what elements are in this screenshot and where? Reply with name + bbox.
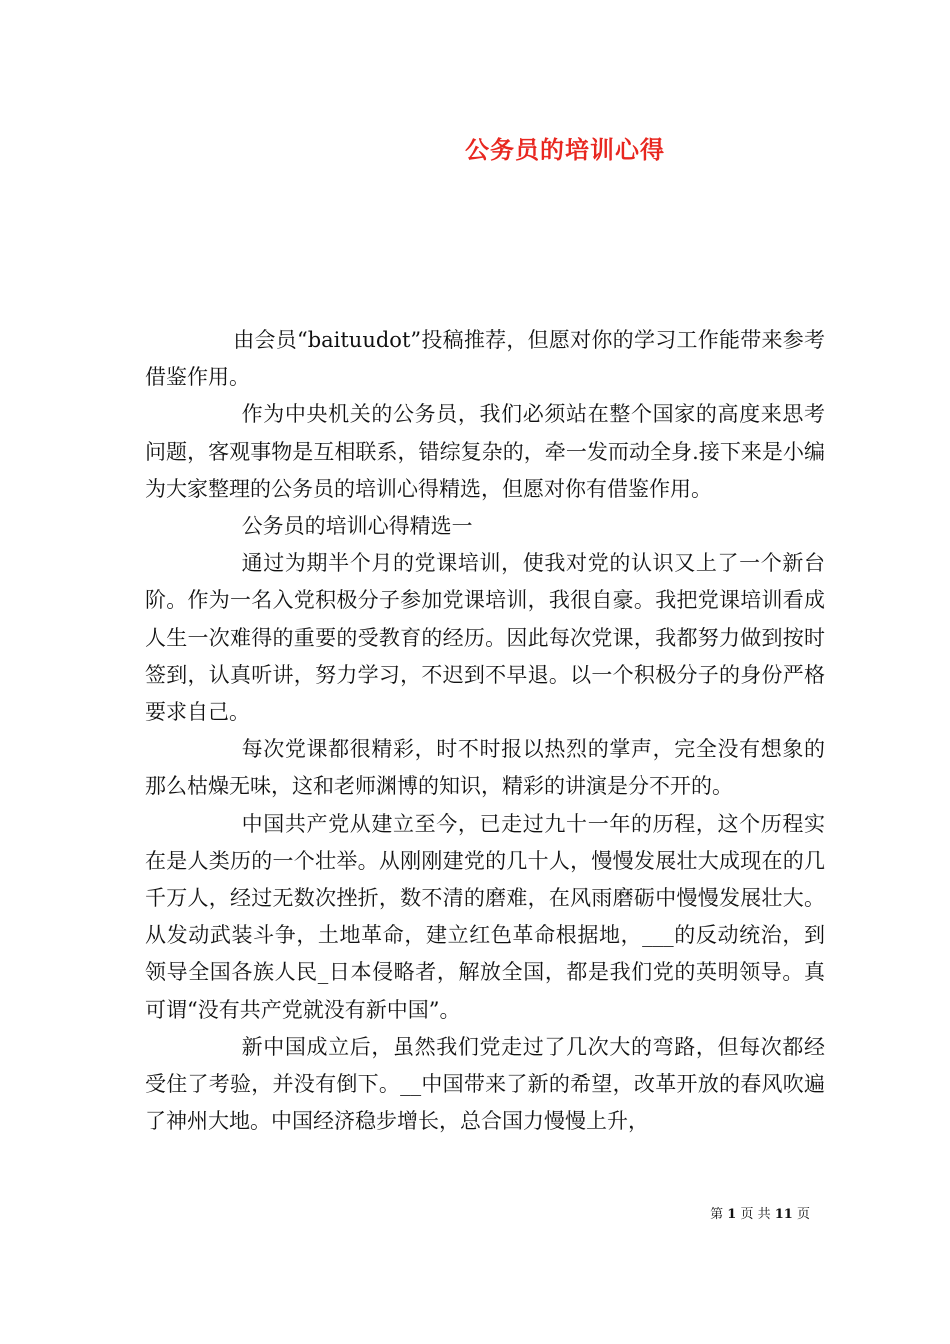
body-paragraph: 作为中央机关的公务员，我们必须站在整个国家的高度来思考问题，客观事物是互相联系，错综复杂的，牵一发而动全身.接下来是小编为大家整理的公务员的培训心得精选，但愿对你有借鉴作用。 — [145, 402, 825, 501]
body-paragraph: 每次党课都很精彩，时不时报以热烈的掌声，完全没有想象的那么枯燥无味，这和老师渊博的知识，精彩的讲演是分不开的。 — [145, 737, 825, 799]
body-paragraph: 通过为期半个月的党课培训，使我对党的认识又上了一个新台阶。作为一名入党积极分子参加党课培训，我很自豪。我把党课培训看成人生一次难得的重要的受教育的经历。因此每次党课，我都努力做到按时签到，认真听讲，努力学习，不迟到不早退。以一个积极分子的身份严格要求自己。 — [145, 551, 825, 725]
current-page-number: 1 — [727, 1207, 737, 1222]
page-number-footer — [700, 1203, 810, 1222]
intro-paragraph: 由会员“baituudot”投稿推荐，但愿对你的学习工作能带来参考借鉴作用。 — [145, 328, 825, 390]
total-page-count: 11 — [774, 1207, 793, 1222]
section-heading: 公务员的培训心得精选一 — [241, 514, 473, 539]
footer-suffix: 页 — [796, 1207, 810, 1222]
footer-middle: 页 共 — [740, 1207, 771, 1222]
document-body — [145, 322, 825, 1140]
body-paragraph: 中国共产党从建立至今，已走过九十一年的历程，这个历程实在是人类历的一个壮举。从刚刚建党的几十人，慢慢发展壮大成现在的几千万人，经过无数次挫折，数不清的磨难，在风雨磨砺中慢慢发展壮大。从发动武装斗争，土地革命，建立红色革命根据地，___的反动统治，到领导全国各族人民_日本侵略者，解放全国，都是我们党的英明领导。真可谓“没有共产党就没有新中国”。 — [145, 811, 825, 1022]
body-paragraph: 新中国成立后，虽然我们党走过了几次大的弯路，但每次都经受住了考验，并没有倒下。__中国带来了新的希望，改革开放的春风吹遍了神州大地。中国经济稳步增长，总合国力慢慢上升， — [145, 1034, 825, 1134]
document-title: 公务员的培训心得 — [465, 135, 665, 164]
footer-prefix: 第 — [710, 1207, 724, 1222]
